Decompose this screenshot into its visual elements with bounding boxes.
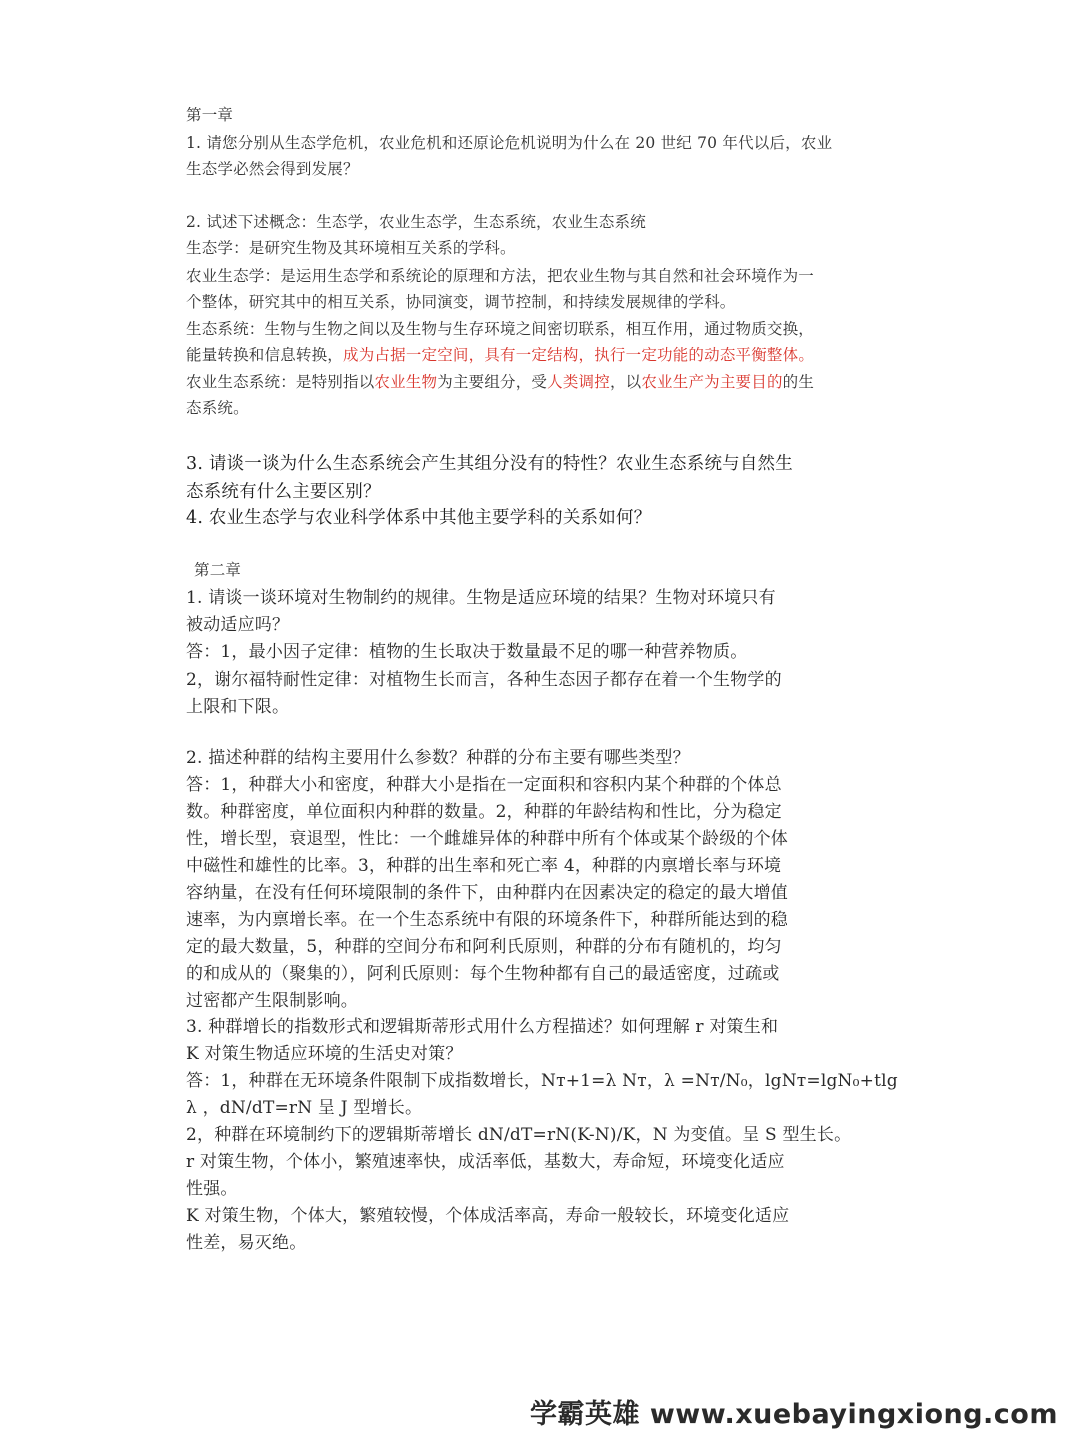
ch2-line: 2，种群在环境制约下的逻辑斯蒂增长 dN/dT=rN(K-N)/K，N 为变值。呈 S 型生长。 — [186, 1125, 852, 1145]
def-ecology: 生态学：是研究生物及其环境相互关系的学科。 — [186, 239, 516, 257]
ch1-q1-line-2: 生态学必然会得到发展？ — [186, 160, 359, 178]
def-ecosystem-line-1: 生态系统：生物与生物之间以及生物与生存环境之间密切联系，相互作用，通过物质交换， — [186, 320, 815, 338]
agro-ecosystem-text-g: 的生 — [782, 373, 815, 391]
ch1-q1-line-1: 1. 请您分别从生态学危机，农业危机和还原论危机说明为什么在 20 世纪 70 年代以后，农业 — [186, 134, 833, 152]
chapter-2-title: 第二章 — [194, 561, 242, 579]
ch2-line: 1. 请谈一谈环境对生物制约的规律。生物是适应环境的结果？生物对环境只有 — [186, 588, 776, 608]
def-agro-ecology-line-2: 个整体，研究其中的相互关系，协同演变，调节控制，和持续发展规律的学科。 — [186, 293, 736, 311]
ch2-line: 答：1，最小因子定律：植物的生长取决于数量最不足的哪一种营养物质。 — [186, 642, 748, 662]
ch2-line: λ ，dN/dT=rN 呈 J 型增长。 — [186, 1098, 423, 1118]
ch2-line: 性差，易灭绝。 — [186, 1233, 307, 1253]
ecosystem-highlight: 成为占据一定空间，具有一定结构，执行一定功能的动态平衡整体。 — [343, 346, 815, 364]
ch2-line: 2. 描述种群的结构主要用什么参数？种群的分布主要有哪些类型？ — [186, 748, 690, 768]
ch2-line: 答：1，种群大小和密度，种群大小是指在一定面积和容积内某个种群的个体总 — [186, 775, 782, 795]
ch2-line: 定的最大数量，5，种群的空间分布和阿利氏原则，种群的分布有随机的，均匀 — [186, 937, 782, 957]
ch2-line: 过密都产生限制影响。 — [186, 991, 358, 1011]
ch1-q3-line-1: 3. 请谈一谈为什么生态系统会产生其组分没有的特性？农业生态系统与自然生 — [186, 454, 793, 474]
agro-ecosystem-text-c: 为主要组分，受 — [437, 373, 548, 391]
ch2-line: K 对策生物适应环境的生活史对策？ — [186, 1044, 463, 1064]
chapter-1-title: 第一章 — [186, 106, 234, 124]
ch1-q3-line-2: 态系统有什么主要区别？ — [186, 482, 381, 502]
ch2-line: 速率，为内禀增长率。在一个生态系统中有限的环境条件下，种群所能达到的稳 — [186, 910, 788, 930]
ch2-line: 2，谢尔福特耐性定律：对植物生长而言，各种生态因子都存在着一个生物学的 — [186, 670, 782, 690]
ch2-line: 性强。 — [186, 1179, 238, 1199]
agro-ecosystem-highlight-3: 农业生产为主要目的 — [641, 373, 783, 391]
def-ecosystem-line-2 — [186, 343, 902, 365]
ch1-q4: 4. 农业生态学与农业科学体系中其他主要学科的关系如何？ — [186, 508, 652, 528]
def-agro-ecosystem-line-1 — [186, 370, 902, 392]
ch2-line: 3. 种群增长的指数形式和逻辑斯蒂形式用什么方程描述？如何理解 r 对策生和 — [186, 1017, 779, 1037]
agro-ecosystem-highlight-1: 农业生物 — [374, 373, 438, 391]
ch2-line: 性，增长型，衰退型，性比：一个雌雄异体的种群中所有个体或某个龄级的个体 — [186, 829, 788, 849]
ch2-line: 答：1，种群在无环境条件限制下成指数增长，Nт+1=λ Nт，λ =Nт/N₀，lgNт=lgN₀+tlg — [186, 1071, 898, 1091]
agro-ecosystem-highlight-2: 人类调控 — [547, 373, 610, 391]
ch2-line: 数。种群密度，单位面积内种群的数量。2，种群的年龄结构和性比，分为稳定 — [186, 802, 782, 822]
ecosystem-text: 能量转换和信息转换， — [186, 346, 344, 364]
ch1-q2: 2. 试述下述概念：生态学，农业生态学，生态系统，农业生态系统 — [186, 213, 646, 231]
ch2-line: 被动适应吗？ — [186, 615, 290, 635]
ch2-line: 的和成从的（聚集的），阿利氏原则：每个生物种都有自己的最适密度，过疏或 — [186, 964, 780, 984]
ch2-line: r 对策生物，个体小，繁殖速率快，成活率低，基数大，寿命短，环境变化适应 — [186, 1152, 785, 1172]
agro-ecosystem-text-e: ，以 — [609, 373, 642, 391]
ch2-line: K 对策生物，个体大，繁殖较慢，个体成活率高，寿命一般较长，环境变化适应 — [186, 1206, 790, 1226]
ch2-line: 中磁性和雄性的比率。3，种群的出生率和死亡率 4，种群的内禀增长率与环境 — [186, 856, 782, 876]
ch2-line: 容纳量，在没有任何环境限制的条件下，由种群内在因素决定的稳定的最大增值 — [186, 883, 788, 903]
agro-ecosystem-text-a: 农业生态系统：是特别指以 — [186, 373, 375, 391]
site-watermark: 学霸英雄 www.xuebayingxiong.com — [529, 1399, 1058, 1430]
def-agro-ecosystem-line-2: 态系统。 — [186, 399, 249, 417]
def-agro-ecology-line-1: 农业生态学：是运用生态学和系统论的原理和方法，把农业生物与其自然和社会环境作为一 — [186, 267, 815, 285]
ch2-line: 上限和下限。 — [186, 697, 290, 717]
